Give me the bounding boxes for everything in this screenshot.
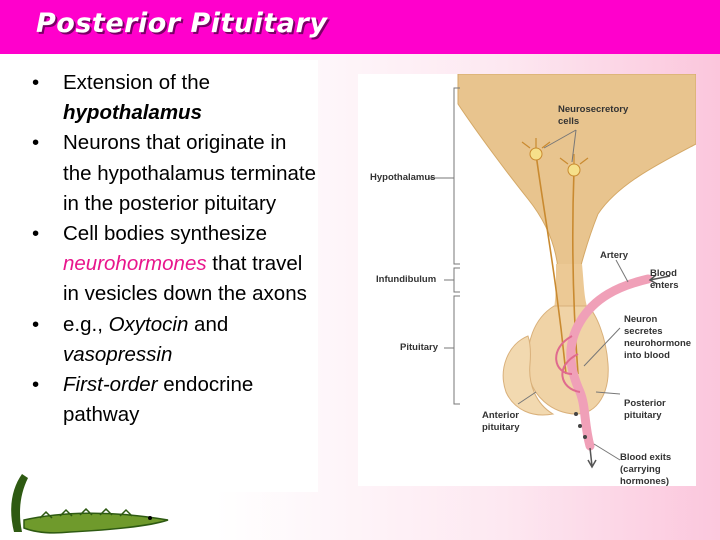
bullet-highlight: neurohormones	[63, 252, 207, 276]
title-bar	[0, 0, 720, 54]
bullet-item	[32, 68, 316, 128]
label-hypothalamus: Hypothalamus	[370, 172, 436, 183]
vesicle-dot	[583, 435, 587, 439]
label-anterior: Anterior	[482, 410, 519, 421]
hypothalamus-bracket	[454, 88, 460, 264]
label-blood-exits: Blood exits	[620, 452, 672, 463]
text-panel	[22, 60, 318, 492]
pituitary-figure	[358, 74, 696, 486]
bullet-text: e.g.,	[63, 312, 103, 336]
bullet-item	[32, 128, 316, 219]
bullet-dot: •	[32, 131, 40, 155]
crocodile-icon	[0, 468, 180, 540]
label-secretes: secretes	[624, 326, 663, 337]
label-blood: Blood	[650, 268, 677, 279]
pituitary-diagram	[358, 74, 696, 486]
blood-exits-arrow	[588, 448, 596, 467]
bullet-text: and	[194, 312, 229, 336]
label-pituitary: Pituitary	[400, 342, 439, 353]
bullet-text: Cell bodies synthesize	[63, 222, 267, 246]
leader-line	[594, 444, 620, 460]
bullet-text: Neurons that originate in the hypothalamus terminate in the posterior pituitary	[63, 131, 316, 215]
label-into-blood: into blood	[624, 350, 670, 361]
bullet-emphasis: Oxytocin	[108, 312, 189, 336]
bullet-dot: •	[32, 222, 40, 246]
label-neurohormone: neurohormone	[624, 338, 692, 349]
pituitary-bracket	[454, 296, 460, 404]
neuron-cell-body	[568, 164, 580, 176]
label-carrying: (carrying	[620, 464, 661, 475]
label-neurosecretory: Neurosecretory	[558, 104, 629, 115]
vesicle-dot	[578, 424, 582, 428]
bullet-emphasis: hypothalamus	[63, 101, 202, 125]
label-anterior-pituitary: pituitary	[482, 422, 520, 433]
bullet-dot: •	[32, 71, 40, 94]
infundibulum-stalk	[554, 264, 588, 309]
infundibulum-bracket	[454, 268, 460, 292]
label-cells: cells	[558, 116, 580, 127]
bullet-item	[32, 219, 316, 310]
label-posterior-pituitary: pituitary	[624, 410, 662, 421]
label-posterior: Posterior	[624, 398, 666, 409]
bullet-emphasis: First-order	[63, 373, 158, 397]
label-artery: Artery	[600, 250, 628, 261]
neuron-cell-body	[530, 148, 542, 160]
bullet-list	[32, 68, 316, 430]
bullet-dot: •	[32, 312, 40, 336]
bullet-item	[32, 310, 316, 370]
label-enters: enters	[650, 280, 679, 291]
bullet-text: Extension of the	[63, 71, 211, 94]
vesicle-dot	[574, 412, 578, 416]
label-hormones: hormones)	[620, 476, 670, 486]
bullet-text: that travel in vesicles down the axons	[63, 252, 307, 306]
slide-title: Posterior Pituitary	[36, 8, 328, 39]
bullet-emphasis: vasopressin	[63, 342, 173, 366]
leader-line	[616, 260, 628, 282]
label-neuron: Neuron	[624, 314, 658, 325]
bullet-item	[32, 370, 316, 430]
label-infundibulum: Infundibulum	[376, 274, 437, 285]
bullet-text: endocrine pathway	[63, 373, 254, 427]
bullet-dot: •	[32, 373, 40, 397]
